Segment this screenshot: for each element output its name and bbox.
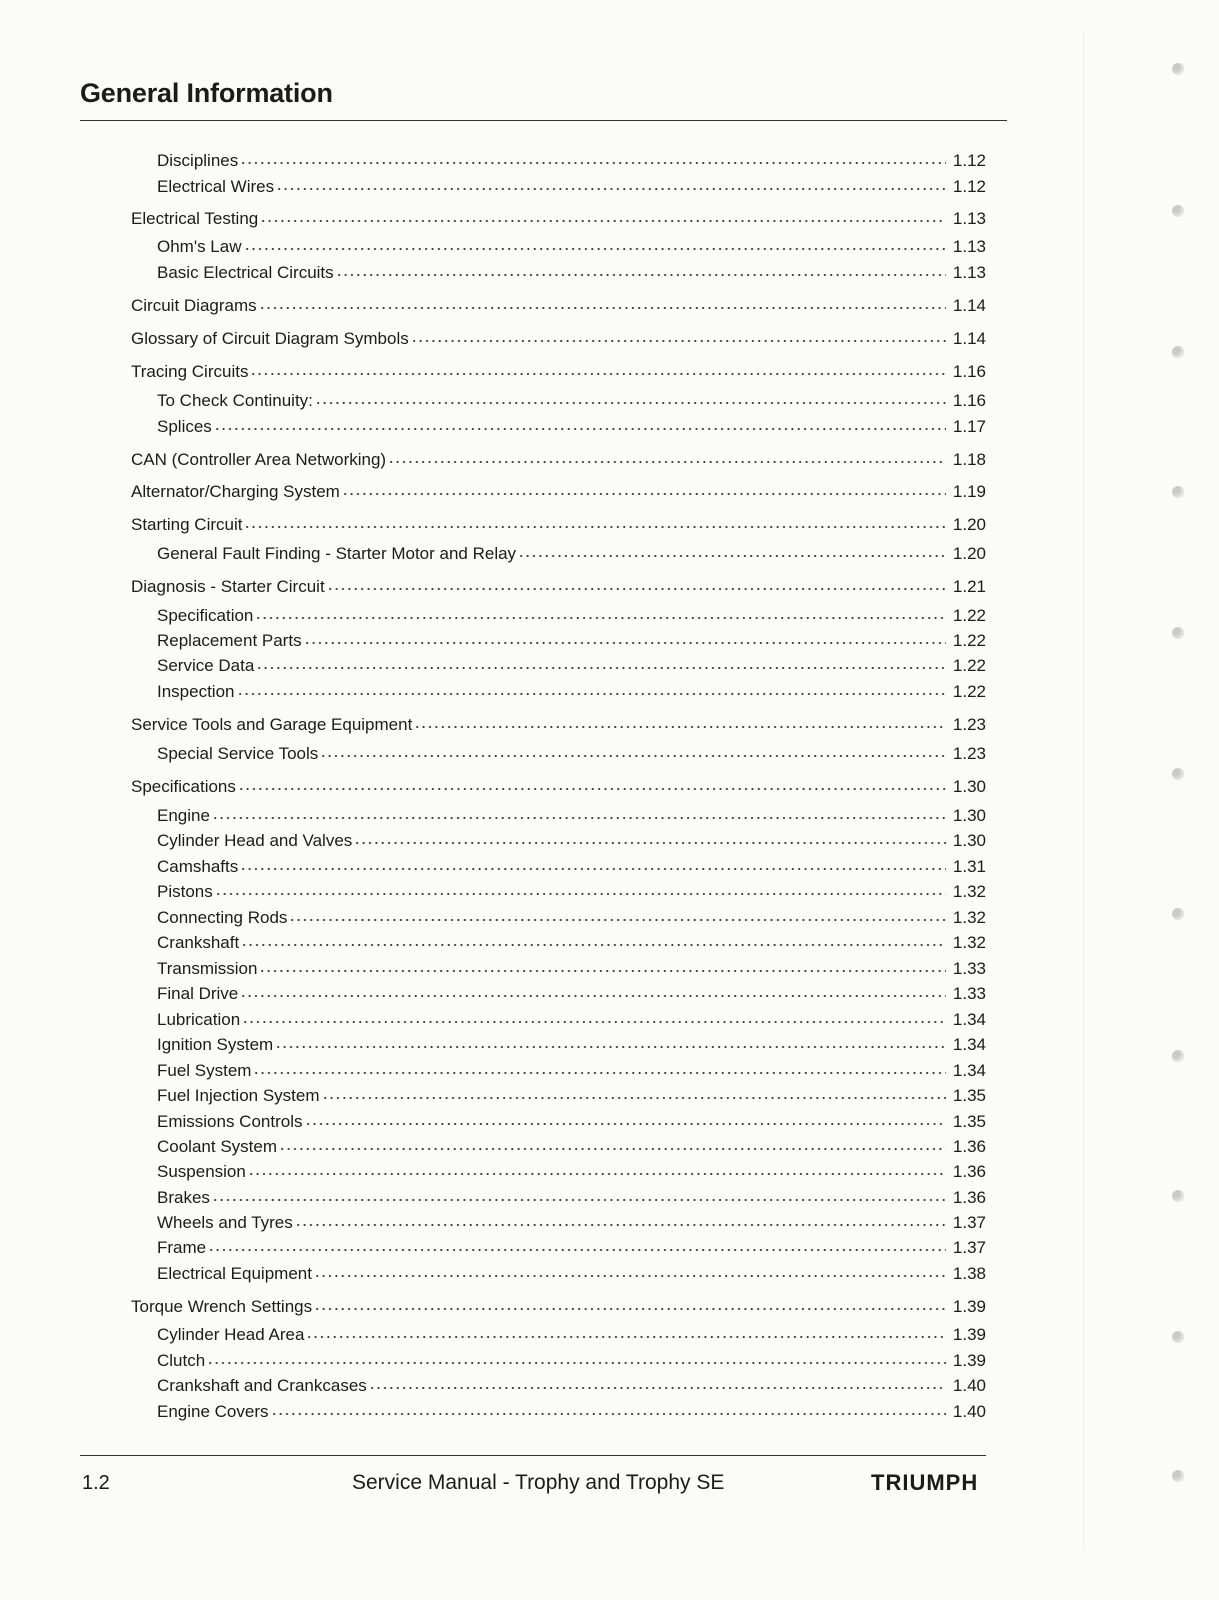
toc-entry-title: Specification	[157, 606, 254, 625]
dot-leader	[240, 852, 946, 872]
toc-entry	[157, 1320, 986, 1344]
toc-entry-title: Frame	[157, 1238, 207, 1257]
toc-entry-title: Wheels and Tyres	[157, 1213, 293, 1232]
toc-entry	[131, 572, 986, 596]
dot-leader	[259, 291, 946, 311]
toc-entry-title: Service Data	[157, 656, 255, 675]
toc-entry	[157, 1132, 986, 1156]
toc-entry-title: Circuit Diagrams	[131, 296, 257, 315]
toc-entry-title: Pistons	[157, 882, 213, 901]
toc-entry	[157, 979, 986, 1003]
dot-leader	[241, 928, 946, 948]
toc-entry-title: Clutch	[157, 1351, 206, 1370]
triumph-logo: TRIUMPH	[871, 1470, 979, 1495]
toc-entry-page: 1.39	[952, 1297, 986, 1316]
toc-entry-title: CAN (Controller Area Networking)	[131, 450, 387, 469]
toc-entry-page: 1.31	[952, 857, 986, 876]
toc-entry-page: 1.17	[952, 417, 986, 436]
toc-entry-page: 1.35	[952, 1112, 986, 1131]
toc-entry	[157, 1233, 986, 1257]
toc-entry	[157, 651, 986, 675]
dot-leader	[411, 324, 946, 344]
toc-entry-title: Specifications	[131, 777, 236, 796]
toc-entry-page: 1.33	[952, 984, 986, 1003]
toc-entry-title: Ignition System	[157, 1035, 274, 1054]
toc-entry-page: 1.20	[952, 515, 986, 534]
toc-entry-page: 1.34	[952, 1061, 986, 1080]
dot-leader	[240, 146, 946, 166]
dot-leader	[388, 445, 946, 465]
toc-entry	[131, 1292, 986, 1316]
toc-entry-page: 1.18	[952, 450, 986, 469]
toc-entry-page: 1.37	[952, 1213, 986, 1232]
toc-entry	[131, 477, 986, 501]
toc-entry-page: 1.16	[952, 391, 986, 410]
toc-entry-page: 1.19	[952, 482, 986, 501]
dot-leader	[276, 172, 946, 192]
toc-entry-title: Alternator/Charging System	[131, 482, 340, 501]
page-title: General Information	[80, 78, 333, 108]
toc-entry-title: Brakes	[157, 1188, 210, 1207]
toc-entry-page: 1.22	[952, 682, 986, 701]
manual-title: Service Manual - Trophy and Trophy SE	[352, 1471, 725, 1494]
toc-entry-title: Torque Wrench Settings	[131, 1297, 313, 1316]
toc-entry-title: Suspension	[157, 1162, 246, 1181]
dot-leader	[275, 1030, 946, 1050]
toc-entry	[157, 601, 986, 625]
toc-entry	[157, 954, 986, 978]
toc-entry	[157, 539, 986, 563]
dot-leader	[248, 1157, 946, 1177]
toc-entry-title: Transmission	[157, 959, 258, 978]
toc-entry	[157, 626, 986, 650]
toc-entry-page: 1.23	[952, 715, 986, 734]
toc-entry-title: Engine Covers	[157, 1402, 269, 1421]
dot-leader	[240, 979, 946, 999]
toc-entry-page: 1.39	[952, 1351, 986, 1370]
toc-entry-title: General Fault Finding - Starter Motor and Relay	[157, 544, 517, 563]
toc-entry-title: Disciplines	[157, 151, 239, 170]
toc-entry-page: 1.14	[952, 296, 986, 315]
dot-leader	[260, 204, 946, 224]
toc-entry-page: 1.32	[952, 882, 986, 901]
dot-leader	[215, 877, 946, 897]
toc-entry-page: 1.30	[952, 831, 986, 850]
toc-entry	[157, 928, 986, 952]
dot-leader	[304, 626, 946, 646]
toc-entry-page: 1.13	[952, 237, 986, 256]
toc-entry	[157, 877, 986, 901]
toc-entry-page: 1.30	[952, 777, 986, 796]
toc-entry-title: Cylinder Head and Valves	[157, 831, 353, 850]
dot-leader	[289, 903, 946, 923]
toc-entry	[131, 324, 986, 348]
toc-entry	[131, 291, 986, 315]
toc-entry-title: Electrical Testing	[131, 209, 259, 228]
toc-entry-page: 1.36	[952, 1188, 986, 1207]
toc-entry-title: To Check Continuity:	[157, 391, 313, 410]
dot-leader	[212, 1183, 946, 1203]
toc-entry	[131, 710, 986, 734]
toc-entry-title: Lubrication	[157, 1010, 241, 1029]
dot-leader	[342, 477, 946, 497]
toc-entry-page: 1.20	[952, 544, 986, 563]
toc-entry-title: Tracing Circuits	[131, 362, 249, 381]
toc-entry	[131, 204, 986, 228]
dot-leader	[253, 1056, 946, 1076]
dot-leader	[518, 539, 946, 559]
dot-leader	[305, 1107, 947, 1127]
toc-entry-title: Glossary of Circuit Diagram Symbols	[131, 329, 409, 348]
toc-entry-page: 1.32	[952, 933, 986, 952]
toc-entry	[157, 172, 986, 196]
dot-leader	[322, 1081, 946, 1101]
toc-entry-page: 1.22	[952, 631, 986, 650]
dot-leader	[306, 1320, 946, 1340]
dot-leader	[295, 1208, 946, 1228]
binder-hole	[1172, 1331, 1184, 1343]
dot-leader	[354, 826, 946, 846]
dot-leader	[336, 258, 946, 278]
toc-entry-page: 1.16	[952, 362, 986, 381]
toc-entry-title: Engine	[157, 806, 210, 825]
binder-hole	[1172, 627, 1184, 639]
toc-entry	[157, 1346, 986, 1370]
toc-entry	[157, 232, 986, 256]
dot-leader	[238, 772, 946, 792]
toc-entry-page: 1.34	[952, 1035, 986, 1054]
toc-entry-title: Diagnosis - Starter Circuit	[131, 577, 325, 596]
toc-entry	[157, 1005, 986, 1029]
toc-entry-title: Replacement Parts	[157, 631, 302, 650]
toc-entry	[157, 801, 986, 825]
toc-entry-page: 1.36	[952, 1162, 986, 1181]
dot-leader	[237, 677, 947, 697]
toc-entry	[157, 1397, 986, 1421]
dot-leader	[327, 572, 946, 592]
dot-leader	[242, 1005, 946, 1025]
toc-entry-title: Basic Electrical Circuits	[157, 263, 334, 282]
dot-leader	[255, 601, 946, 621]
toc-entry	[157, 1157, 986, 1181]
binder-hole	[1172, 346, 1184, 358]
toc-entry-title: Camshafts	[157, 857, 239, 876]
toc-entry-title: Electrical Wires	[157, 177, 275, 196]
toc-entry-title: Fuel Injection System	[157, 1086, 320, 1105]
toc-entry-title: Special Service Tools	[157, 744, 319, 763]
toc-entry-page: 1.32	[952, 908, 986, 927]
toc-entry-title: Coolant System	[157, 1137, 277, 1156]
toc-entry	[157, 1030, 986, 1054]
toc-entry-title: Crankshaft	[157, 933, 240, 952]
footer-rule	[80, 1455, 986, 1456]
toc-entry-title: Connecting Rods	[157, 908, 288, 927]
toc-entry-title: Final Drive	[157, 984, 239, 1003]
dot-leader	[414, 710, 946, 730]
toc-entry-page: 1.35	[952, 1086, 986, 1105]
toc-entry-page: 1.22	[952, 606, 986, 625]
toc-entry	[157, 1056, 986, 1080]
toc-entry-page: 1.40	[952, 1402, 986, 1421]
toc-entry	[157, 1208, 986, 1232]
dot-leader	[244, 232, 947, 252]
toc-entry-page: 1.34	[952, 1010, 986, 1029]
binder-hole	[1172, 486, 1184, 498]
toc-entry	[131, 445, 986, 469]
toc-entry	[157, 739, 986, 763]
dot-leader	[369, 1371, 946, 1391]
binder-hole	[1172, 205, 1184, 217]
toc-entry-page: 1.38	[952, 1264, 986, 1283]
toc-entry	[157, 826, 986, 850]
toc-entry-title: Inspection	[157, 682, 235, 701]
toc-entry-title: Fuel System	[157, 1061, 252, 1080]
binder-hole	[1172, 63, 1184, 75]
toc-entry	[157, 386, 986, 410]
toc-entry-page: 1.40	[952, 1376, 986, 1395]
toc-entry-page: 1.12	[952, 151, 986, 170]
dot-leader	[244, 510, 946, 530]
page-number: 1.2	[82, 1472, 110, 1494]
toc-entry-title: Starting Circuit	[131, 515, 243, 534]
toc-entry	[157, 1107, 986, 1131]
toc-entry-page: 1.23	[952, 744, 986, 763]
toc-entry-page: 1.14	[952, 329, 986, 348]
toc-entry	[157, 412, 986, 436]
toc-entry	[131, 772, 986, 796]
toc-entry-title: Ohm's Law	[157, 237, 242, 256]
toc-entry-title: Emissions Controls	[157, 1112, 303, 1131]
binder-hole	[1172, 908, 1184, 920]
dot-leader	[256, 651, 946, 671]
toc-entry	[131, 510, 986, 534]
toc-entry	[157, 258, 986, 282]
dot-leader	[208, 1233, 946, 1253]
binder-hole	[1172, 768, 1184, 780]
toc-entry-title: Splices	[157, 417, 212, 436]
toc-entry-page: 1.37	[952, 1238, 986, 1257]
toc-entry-page: 1.22	[952, 656, 986, 675]
dot-leader	[214, 412, 946, 432]
dot-leader	[207, 1346, 946, 1366]
dot-leader	[314, 1259, 946, 1279]
toc-entry-title: Crankshaft and Crankcases	[157, 1376, 367, 1395]
binder-hole	[1172, 1190, 1184, 1202]
toc-entry-page: 1.36	[952, 1137, 986, 1156]
toc-entry-page: 1.21	[952, 577, 986, 596]
toc-entry-page: 1.30	[952, 806, 986, 825]
binder-hole	[1172, 1470, 1184, 1482]
toc-entry-page: 1.13	[952, 263, 986, 282]
toc-entry	[131, 357, 986, 381]
dot-leader	[271, 1397, 946, 1417]
toc-entry	[157, 1259, 986, 1283]
toc-entry-page: 1.13	[952, 209, 986, 228]
toc-entry	[157, 1183, 986, 1207]
dot-leader	[279, 1132, 946, 1152]
dot-leader	[314, 1292, 946, 1312]
toc-entry-page: 1.12	[952, 177, 986, 196]
toc-entry	[157, 1371, 986, 1395]
toc-entry-title: Service Tools and Garage Equipment	[131, 715, 413, 734]
toc-entry	[157, 903, 986, 927]
dot-leader	[315, 386, 946, 406]
toc-entry	[157, 146, 986, 170]
dot-leader	[320, 739, 946, 759]
toc-entry	[157, 852, 986, 876]
dot-leader	[212, 801, 946, 821]
toc-entry	[157, 677, 986, 701]
toc-entry-title: Cylinder Head Area	[157, 1325, 305, 1344]
binder-hole	[1172, 1050, 1184, 1062]
toc-entry-page: 1.33	[952, 959, 986, 978]
dot-leader	[259, 954, 946, 974]
toc-entry	[157, 1081, 986, 1105]
toc-entry-page: 1.39	[952, 1325, 986, 1344]
dot-leader	[250, 357, 946, 377]
toc-entry-title: Electrical Equipment	[157, 1264, 312, 1283]
